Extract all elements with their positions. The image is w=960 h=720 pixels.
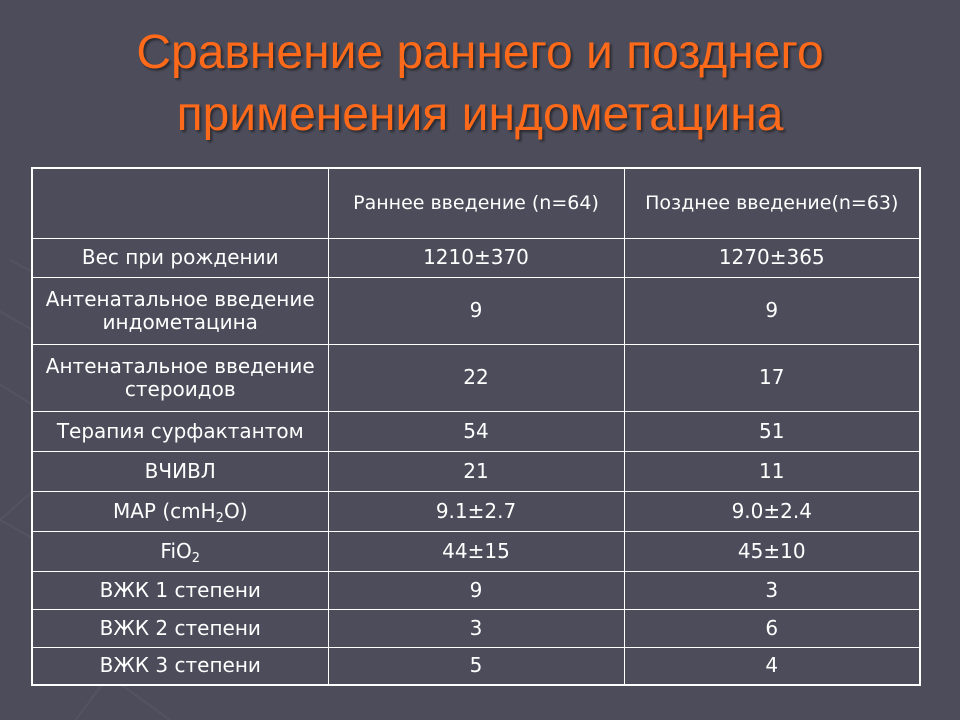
row-value-late: 51 — [624, 411, 920, 451]
table-row — [32, 411, 920, 451]
table-row — [32, 344, 920, 411]
slide-title-line-1: Сравнение раннего и позднего — [136, 26, 824, 79]
row-label-antenatal-steroids — [32, 344, 328, 411]
row-value-late: 1270±365 — [624, 238, 920, 277]
header-corner-cell — [32, 168, 328, 238]
row-value-late: 9.0±2.4 — [624, 491, 920, 531]
table-row — [32, 571, 920, 609]
row-label-map — [32, 491, 328, 531]
row-value-early: 9 — [328, 277, 624, 344]
row-label-fio2 — [32, 531, 328, 571]
row-value-late: 45±10 — [624, 531, 920, 571]
row-value-late: 9 — [624, 277, 920, 344]
row-label-ivh-2: ВЖК 2 степени — [32, 609, 328, 647]
slide-title — [0, 22, 960, 146]
table-row — [32, 238, 920, 277]
comparison-table — [31, 167, 921, 686]
row-value-early: 9 — [328, 571, 624, 609]
row-value-early: 21 — [328, 451, 624, 491]
table-row — [32, 451, 920, 491]
row-label-main: MAP (cmH — [112, 498, 216, 523]
table-row — [32, 277, 920, 344]
row-value-early: 44±15 — [328, 531, 624, 571]
row-value-late: 6 — [624, 609, 920, 647]
table-row — [32, 647, 920, 685]
row-value-late: 3 — [624, 571, 920, 609]
row-label-tail: O) — [223, 498, 248, 523]
table-row — [32, 531, 920, 571]
row-label-line-1: Антенатальное введение — [45, 286, 315, 311]
row-value-early: 22 — [328, 344, 624, 411]
row-value-early: 1210±370 — [328, 238, 624, 277]
row-label-surfactant: Терапия сурфактантом — [32, 411, 328, 451]
row-label-antenatal-indomethacin — [32, 277, 328, 344]
table-header-row — [32, 168, 920, 238]
row-label-subscript: 2 — [191, 550, 201, 566]
row-label-ivh-1: ВЖК 1 степени — [32, 571, 328, 609]
row-label-line-1: Антенатальное введение — [45, 353, 315, 378]
header-late-cell: Позднее введение(n=63) — [624, 168, 920, 238]
row-label-main: FiO — [160, 538, 192, 563]
row-value-late: 4 — [624, 647, 920, 685]
row-label-line-2: стероидов — [124, 376, 236, 401]
row-value-early: 9.1±2.7 — [328, 491, 624, 531]
row-label-subscript: 2 — [215, 510, 224, 526]
slide-title-line-2: применения индометацина — [176, 88, 784, 141]
row-value-early: 54 — [328, 411, 624, 451]
row-label-line-2: индометацина — [102, 309, 258, 334]
row-value-late: 11 — [624, 451, 920, 491]
row-value-late: 17 — [624, 344, 920, 411]
row-label-hfov: ВЧИВЛ — [32, 451, 328, 491]
row-value-early: 3 — [328, 609, 624, 647]
row-label-ivh-3: ВЖК 3 степени — [32, 647, 328, 685]
row-value-early: 5 — [328, 647, 624, 685]
row-label-birth-weight: Вес при рождении — [32, 238, 328, 277]
table-row — [32, 609, 920, 647]
table-row — [32, 491, 920, 531]
header-early-cell: Раннее введение (n=64) — [328, 168, 624, 238]
